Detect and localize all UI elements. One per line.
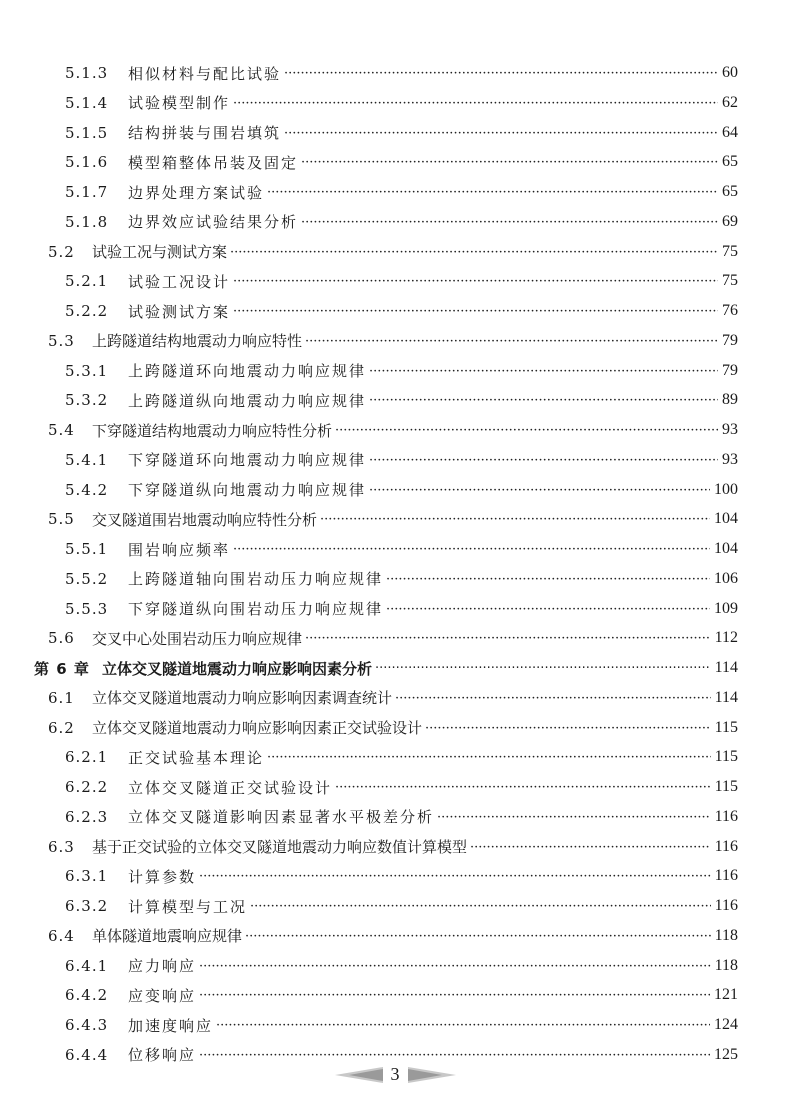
- entry-page: 121: [714, 986, 738, 1004]
- toc-entry[interactable]: [65, 149, 738, 175]
- entry-title: 下穿隧道纵向围岩动压力响应规律: [128, 600, 384, 618]
- toc-entry[interactable]: [65, 90, 738, 116]
- entry-page: 115: [714, 778, 738, 795]
- entry-number: 5.1.7: [65, 183, 109, 201]
- toc-entry[interactable]: [65, 387, 738, 413]
- entry-number: 5.4.2: [65, 480, 109, 499]
- dot-leader: [369, 450, 718, 468]
- entry-page: 79: [722, 361, 738, 379]
- entry-number: 5.5: [48, 510, 75, 529]
- toc-entry[interactable]: [65, 60, 738, 86]
- entry-page: 104: [714, 540, 738, 557]
- dot-leader: [437, 807, 711, 825]
- entry-title: 立体交叉隧道影响因素显著水平极差分析: [128, 808, 435, 827]
- entry-number: 6.4.3: [65, 1016, 109, 1034]
- entry-page: 114: [714, 688, 738, 706]
- dot-leader: [369, 361, 718, 379]
- dot-leader: [369, 480, 710, 498]
- entry-page: 109: [714, 599, 738, 617]
- toc-entry[interactable]: [65, 536, 738, 562]
- page-number: 3: [390, 1064, 400, 1084]
- toc-entry[interactable]: [48, 923, 738, 949]
- entry-title: 试验模型制作: [128, 94, 231, 113]
- toc-entry[interactable]: [65, 358, 738, 384]
- dot-leader: [301, 212, 718, 230]
- entry-number: 5.3.1: [65, 361, 109, 380]
- dot-leader: [199, 956, 711, 974]
- toc-entry[interactable]: [48, 834, 738, 860]
- entry-title: 位移响应: [128, 1046, 197, 1065]
- entry-page: 93: [722, 450, 738, 468]
- entry-title: 应力响应: [128, 957, 197, 975]
- entry-number: 5.6: [48, 629, 75, 648]
- entry-page: 118: [714, 956, 738, 974]
- entry-page: 62: [722, 93, 738, 111]
- entry-number: 5.1.6: [65, 153, 109, 172]
- entry-title: 应变响应: [128, 986, 197, 1005]
- toc-entry[interactable]: [48, 685, 738, 711]
- toc-entry[interactable]: [48, 239, 738, 265]
- dot-leader: [386, 569, 710, 587]
- entry-page: 112: [714, 629, 738, 647]
- dot-leader: [199, 985, 710, 1003]
- dot-leader: [233, 93, 718, 111]
- entry-number: 6.4.1: [65, 956, 109, 975]
- entry-number: 5.5.1: [65, 540, 109, 558]
- entry-page: 116: [714, 867, 738, 885]
- toc-entry[interactable]: [65, 982, 738, 1008]
- dot-leader: [395, 688, 711, 706]
- entry-title: 立体交叉隧道正交试验设计: [128, 778, 333, 797]
- dot-leader: [284, 123, 718, 141]
- entry-title: 下穿隧道结构地震动力响应特性分析: [92, 421, 333, 440]
- entry-title: 下穿隧道环向地震动力响应规律: [128, 451, 367, 470]
- dot-leader: [216, 1015, 710, 1033]
- dot-leader: [199, 866, 711, 884]
- toc-entry[interactable]: [65, 1012, 738, 1038]
- entry-title: 模型箱整体吊装及固定: [128, 153, 299, 172]
- entry-page: 104: [714, 510, 738, 528]
- entry-page: 76: [722, 302, 738, 319]
- entry-number: 5.5.3: [65, 599, 109, 618]
- dot-leader: [230, 242, 718, 260]
- entry-number: 5.5.2: [65, 569, 109, 588]
- dot-leader: [305, 331, 718, 349]
- entry-number: 5.1.3: [65, 64, 109, 82]
- dot-leader: [335, 420, 718, 438]
- entry-number: 5.1.5: [65, 123, 109, 142]
- entry-number: 6.1: [48, 688, 75, 707]
- entry-number: 6.3.2: [65, 897, 109, 915]
- entry-page: 89: [722, 391, 738, 409]
- entry-number: 5.2: [48, 242, 75, 261]
- entry-title: 边界效应试验结果分析: [128, 213, 299, 232]
- toc-entry[interactable]: [65, 447, 738, 473]
- entry-title: 交叉隧道围岩地震动响应特性分析: [92, 510, 318, 529]
- toc-entry[interactable]: [34, 655, 738, 681]
- toc-entry[interactable]: [65, 477, 738, 503]
- entry-title: 试验工况与测试方案: [92, 243, 228, 261]
- dot-leader: [233, 301, 718, 319]
- page-footer: [0, 1064, 790, 1085]
- toc-entry[interactable]: [48, 417, 738, 443]
- entry-page: 60: [722, 64, 738, 81]
- entry-title: 相似材料与配比试验: [128, 64, 282, 83]
- entry-title: 单体隧道地震响应规律: [92, 927, 243, 946]
- entry-title: 计算参数: [128, 867, 197, 886]
- toc-entry[interactable]: [48, 506, 738, 532]
- entry-title: 立体交叉隧道地震动力响应影响因素正交试验设计: [92, 719, 423, 737]
- dot-leader: [386, 599, 710, 617]
- entry-number: 6.2: [48, 718, 75, 737]
- dot-leader: [301, 152, 718, 170]
- entry-page: 116: [714, 837, 738, 855]
- dot-leader: [335, 777, 711, 795]
- entry-page: 114: [714, 659, 738, 676]
- dot-leader: [284, 63, 718, 81]
- toc-entry[interactable]: [65, 298, 738, 324]
- dot-leader: [425, 718, 711, 736]
- entry-number: 5.3: [48, 331, 75, 350]
- toc-entry[interactable]: [48, 625, 738, 651]
- toc-entry[interactable]: [65, 804, 738, 830]
- left-arrow-ornament-icon: [335, 1065, 383, 1085]
- entry-number: 6.3.1: [65, 867, 109, 886]
- entry-page: 75: [722, 242, 738, 260]
- entry-title: 正交试验基本理论: [128, 748, 265, 767]
- toc-entry[interactable]: [65, 209, 738, 235]
- entry-title: 立体交叉隧道地震动力响应影响因素分析: [102, 659, 373, 678]
- toc-entry[interactable]: [65, 863, 738, 889]
- entry-page: 115: [714, 748, 738, 766]
- dot-leader: [267, 182, 718, 200]
- entry-page: 65: [722, 153, 738, 171]
- entry-number: 5.2.2: [65, 302, 109, 320]
- entry-page: 93: [722, 421, 738, 438]
- entry-page: 106: [714, 569, 738, 587]
- entry-page: 116: [714, 807, 738, 825]
- entry-number: 5.1.8: [65, 212, 109, 231]
- dot-leader: [470, 837, 711, 855]
- entry-page: 64: [722, 123, 738, 141]
- toc-entry[interactable]: [48, 715, 738, 741]
- entry-title: 边界处理方案试验: [128, 183, 265, 202]
- entry-number: 6.4.4: [65, 1045, 109, 1064]
- toc-entry[interactable]: [65, 596, 738, 622]
- toc-entry[interactable]: [65, 179, 738, 205]
- entry-title: 上跨隧道结构地震动力响应特性: [92, 332, 303, 351]
- right-arrow-ornament-icon: [408, 1065, 456, 1085]
- entry-number: 第 6 章: [34, 659, 90, 678]
- dot-leader: [250, 896, 711, 914]
- entry-number: 5.1.4: [65, 93, 109, 112]
- entry-page: 115: [714, 718, 738, 736]
- entry-number: 5.4.1: [65, 450, 109, 469]
- entry-number: 6.4: [48, 926, 75, 945]
- toc-entry[interactable]: [65, 893, 738, 919]
- dot-leader: [199, 1045, 710, 1063]
- entry-title: 下穿隧道纵向地震动力响应规律: [128, 481, 367, 499]
- entry-page: 75: [722, 272, 738, 290]
- entry-page: 125: [714, 1045, 738, 1063]
- entry-title: 加速度响应: [128, 1016, 214, 1035]
- entry-page: 65: [722, 183, 738, 200]
- entry-title: 试验工况设计: [128, 272, 231, 291]
- entry-page: 116: [714, 897, 738, 914]
- entry-title: 围岩响应频率: [128, 540, 231, 559]
- dot-leader: [233, 271, 718, 289]
- entry-title: 试验测试方案: [128, 302, 231, 321]
- entry-number: 5.4: [48, 421, 75, 439]
- entry-title: 立体交叉隧道地震动力响应影响因素调查统计: [92, 689, 393, 708]
- entry-title: 基于正交试验的立体交叉隧道地震动力响应数值计算模型: [92, 838, 468, 856]
- entry-number: 6.3: [48, 837, 75, 856]
- entry-number: 6.2.3: [65, 807, 109, 826]
- entry-page: 118: [714, 926, 738, 944]
- entry-title: 上跨隧道环向地震动力响应规律: [128, 362, 367, 380]
- dot-leader: [305, 628, 711, 646]
- entry-page: 100: [714, 480, 738, 498]
- entry-number: 5.2.1: [65, 272, 109, 291]
- entry-title: 计算模型与工况: [128, 897, 248, 916]
- entry-page: 124: [714, 1016, 738, 1033]
- entry-number: 6.2.2: [65, 778, 109, 796]
- entry-title: 上跨隧道轴向围岩动压力响应规律: [128, 570, 384, 589]
- entry-page: 79: [722, 331, 738, 349]
- dot-leader: [245, 926, 711, 944]
- dot-leader: [375, 658, 711, 676]
- entry-number: 6.2.1: [65, 748, 109, 767]
- entry-title: 上跨隧道纵向地震动力响应规律: [128, 391, 367, 410]
- toc-entry[interactable]: [65, 268, 738, 294]
- toc-entry[interactable]: [65, 744, 738, 770]
- toc-entry[interactable]: [65, 774, 738, 800]
- toc-entry[interactable]: [48, 328, 738, 354]
- entry-page: 69: [722, 212, 738, 230]
- entry-title: 交叉中心处围岩动压力响应规律: [92, 629, 303, 648]
- entry-number: 6.4.2: [65, 986, 109, 1005]
- toc-entry[interactable]: [65, 566, 738, 592]
- entry-title: 结构拼装与围岩填筑: [128, 124, 282, 142]
- toc-entry[interactable]: [65, 120, 738, 146]
- dot-leader: [233, 539, 710, 557]
- dot-leader: [320, 509, 710, 527]
- dot-leader: [267, 747, 711, 765]
- dot-leader: [369, 390, 718, 408]
- entry-number: 5.3.2: [65, 391, 109, 410]
- toc-entry[interactable]: [65, 953, 738, 979]
